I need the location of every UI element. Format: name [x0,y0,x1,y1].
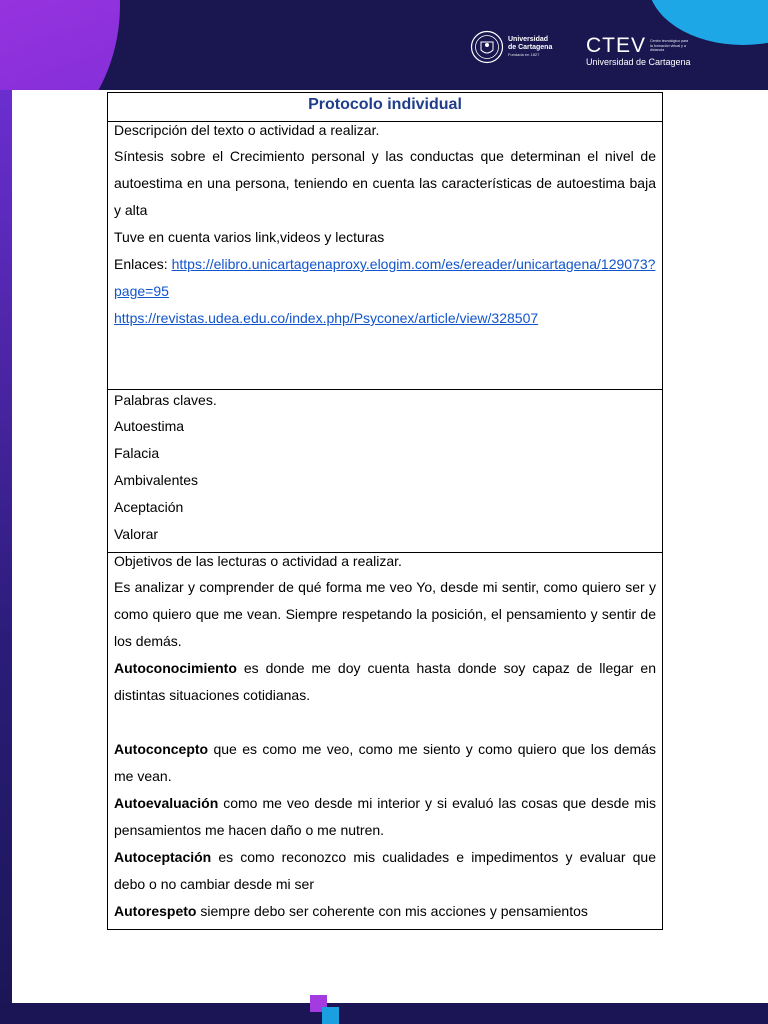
links-line [114,251,656,305]
term-paragraph [114,844,656,898]
link-elibro[interactable]: https://elibro.unicartagenaproxy.elogim.com/es/ereader/unicartagena/129073?page=95 [114,256,656,299]
term-paragraph [114,736,656,790]
term-paragraph [114,790,656,844]
keyword-item: Autoestima [114,418,185,434]
ctev-wordmark: CTEV [586,34,647,57]
university-name-line1: Universidad [508,36,549,43]
document-page [12,90,768,1003]
keyword-item: Falacia [114,445,160,461]
ctev-logo [586,36,691,68]
decorative-blue-square [322,1007,339,1024]
description-heading: Descripción del texto o actividad a realizar. [114,122,380,138]
link-revistas-udea[interactable]: https://revistas.udea.edu.co/index.php/Psyconex/article/view/328507 [114,310,539,326]
term-autoconocimiento: Autoconocimiento [114,660,237,676]
description-line: Tuve en cuenta varios link,videos y lecturas [114,229,385,245]
term-description: que es como me veo, como me siento y como quiero que los demás me vean. [114,741,656,784]
ctev-subtitle: Universidad de Cartagena [586,57,691,67]
objectives-section [108,553,662,929]
university-name-line2: de Cartagena [508,44,553,51]
term-autoconcepto: Autoconcepto [114,741,209,757]
term-description: como me veo desde mi interior y si evaluó las cosas que desde mis pensamientos me hacen daño o me nutren. [114,795,656,838]
term-autorespeto: Autorespeto [114,903,197,919]
decorative-left-strip [0,90,12,1024]
term-description: siempre debo ser coherente con mis acciones y pensamientos [196,903,588,919]
keywords-section [108,392,662,553]
university-logo [470,30,552,64]
term-description: es donde me doy cuenta hasta donde soy capaz de llegar en distintas situaciones cotidianas. [114,660,656,703]
term-description: es como reconozco mis cualidades e impedimentos y evaluar que debo o no cambiar desde mi ser [114,849,656,892]
description-section [108,122,662,390]
objectives-paragraph: Es analizar y comprender de qué forma me veo Yo, desde mi sentir, como quiero ser y como quiero que me vean. Siempre respetando la posición, el pensamiento y sentir de los demás. [114,579,656,649]
term-paragraph [114,655,656,709]
blank-line [114,709,656,736]
keyword-item: Ambivalentes [114,472,199,488]
term-paragraph [114,898,656,925]
keywords-heading: Palabras claves. [114,392,217,408]
objectives-heading: Objetivos de las lecturas o actividad a realizar. [114,553,402,569]
links-line-2 [114,305,656,332]
protocol-table [107,92,663,930]
keyword-item: Valorar [114,526,159,542]
table-title: Protocolo individual [108,93,662,122]
description-paragraph: Síntesis sobre el Crecimiento personal y las conductas que determinan el nivel de autoestima en una persona, teniendo en cuenta las características de autoestima baja y alta [114,148,656,218]
university-seal-icon [470,30,504,64]
links-label: Enlaces: [114,256,172,272]
university-tagline: Fundada en 1827 [508,52,540,57]
term-autoceptacion: Autoceptación [114,849,212,865]
keyword-item: Aceptación [114,499,184,515]
term-autoevaluacion: Autoevaluación [114,795,219,811]
ctev-tagline: Centro tecnológico para la formación virtual y a distancia [650,39,689,53]
decorative-bottom-bar [0,1003,768,1024]
